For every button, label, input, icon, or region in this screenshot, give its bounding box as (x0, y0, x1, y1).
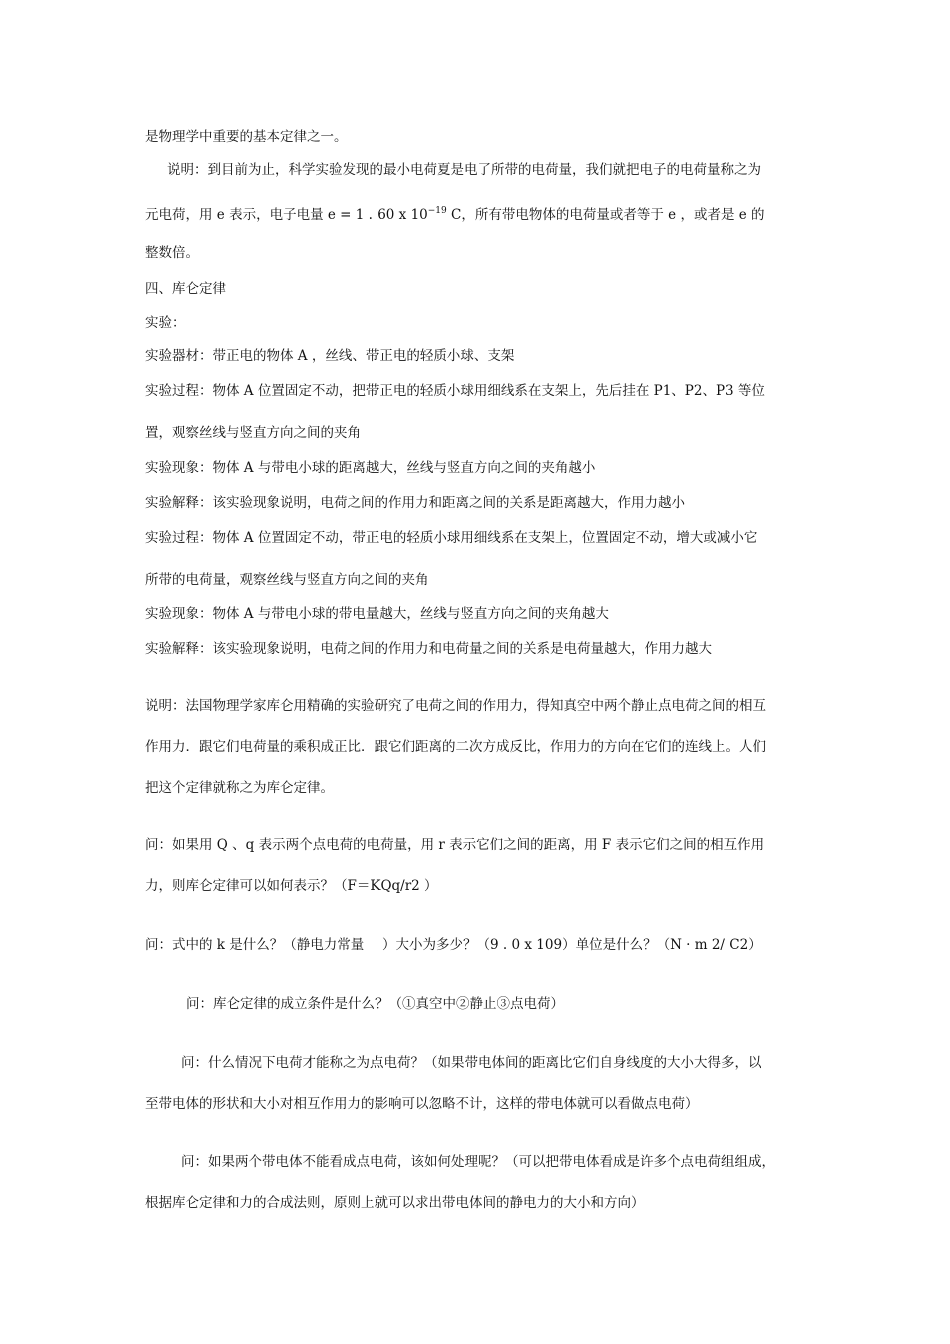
text-line: 问：什么情况下电荷才能称之为点电荷？（如果带电体间的距离比它们自身线度的大小大得多，以 (181, 1055, 762, 1071)
text-line: 所带的电荷量，观察丝线与竖直方向之间的夹角 (145, 572, 429, 588)
text-line: 实验器材：带正电的物体 A ，丝线、带正电的轻质小球、支架 (145, 348, 515, 364)
text-line: 说明：到目前为止，科学实验发现的最小电荷夏是电了所带的电荷量，我们就把电子的电荷量称之为 (167, 162, 761, 178)
text-line: 根据库仑定律和力的合成法则，原则上就可以求出带电体间的静电力的大小和方向） (145, 1195, 645, 1211)
text-line: 实验现象：物体 A 与带电小球的带电量越大，丝线与竖直方向之间的夹角越大 (145, 606, 609, 622)
text-line: 问：如果两个带电体不能看成点电荷，该如何处理呢？（可以把带电体看成是许多个点电荷组组成， (181, 1154, 775, 1170)
text-line: 整数倍。 (145, 245, 199, 261)
text-line: 实验过程：物体 A 位置固定不动，把带正电的轻质小球用细线系在支架上，先后挂在 P1、P2、P3 等位 (145, 383, 765, 399)
text-line: 把这个定律就称之为库仑定律。 (145, 780, 334, 796)
text-line: 实验解释：该实验现象说明，电荷之间的作用力和距离之间的关系是距离越大，作用力越小 (145, 495, 685, 511)
text-line: 作用力．跟它们电荷量的乘积成正比．跟它们距离的二次方成反比，作用力的方向在它们的连线上。人们 (145, 739, 766, 755)
text-line: 问：库仑定律的成立条件是什么？（①真空中②静止③点电荷） (186, 996, 564, 1012)
text-segment: C，所有带电物体的电荷量或者等于 e ，或者是 e 的 (446, 207, 765, 223)
text-line: 说明：法国物理学家库仑用精确的实验研究了电荷之间的作用力，得知真空中两个静止点电荷之间的相互 (145, 698, 766, 714)
text-line: 至带电体的形状和大小对相互作用力的影响可以忽略不计，这样的带电体就可以看做点电荷） (145, 1096, 699, 1112)
text-line: 实验过程：物体 A 位置固定不动，带正电的轻质小球用细线系在支架上，位置固定不动，增大或减小它 (145, 530, 758, 546)
section-heading: 四、库仑定律 (145, 281, 226, 297)
text-line: 问：如果用 Q 、q 表示两个点电荷的电荷量，用 r 表示它们之间的距离，用 F 表示它们之间的相互作用 (145, 837, 765, 853)
text-line: 问：式中的 k 是什么？（静电力常量 ）大小为多少？（9 . 0 x 109）单位是什么？（N · m 2/ C2） (145, 937, 762, 953)
exponent: −19 (427, 206, 447, 216)
text-segment: 元电荷，用 e 表示，电子电量 e = 1 . 60 x 10 (145, 207, 428, 223)
text-line (145, 202, 765, 224)
text-line: 实验现象：物体 A 与带电小球的距离越大，丝线与竖直方向之间的夹角越小 (145, 460, 596, 476)
text-line: 是物理学中重要的基本定律之一。 (145, 129, 348, 145)
text-line: 力，则库仑定律可以如何表示？（F＝KQq/r2 ） (145, 878, 438, 894)
text-line: 实验解释：该实验现象说明，电荷之间的作用力和电荷量之间的关系是电荷量越大，作用力越大 (145, 641, 712, 657)
text-line: 置，观察丝线与竖直方向之间的夹角 (145, 425, 361, 441)
text-line: 实验： (145, 315, 186, 331)
